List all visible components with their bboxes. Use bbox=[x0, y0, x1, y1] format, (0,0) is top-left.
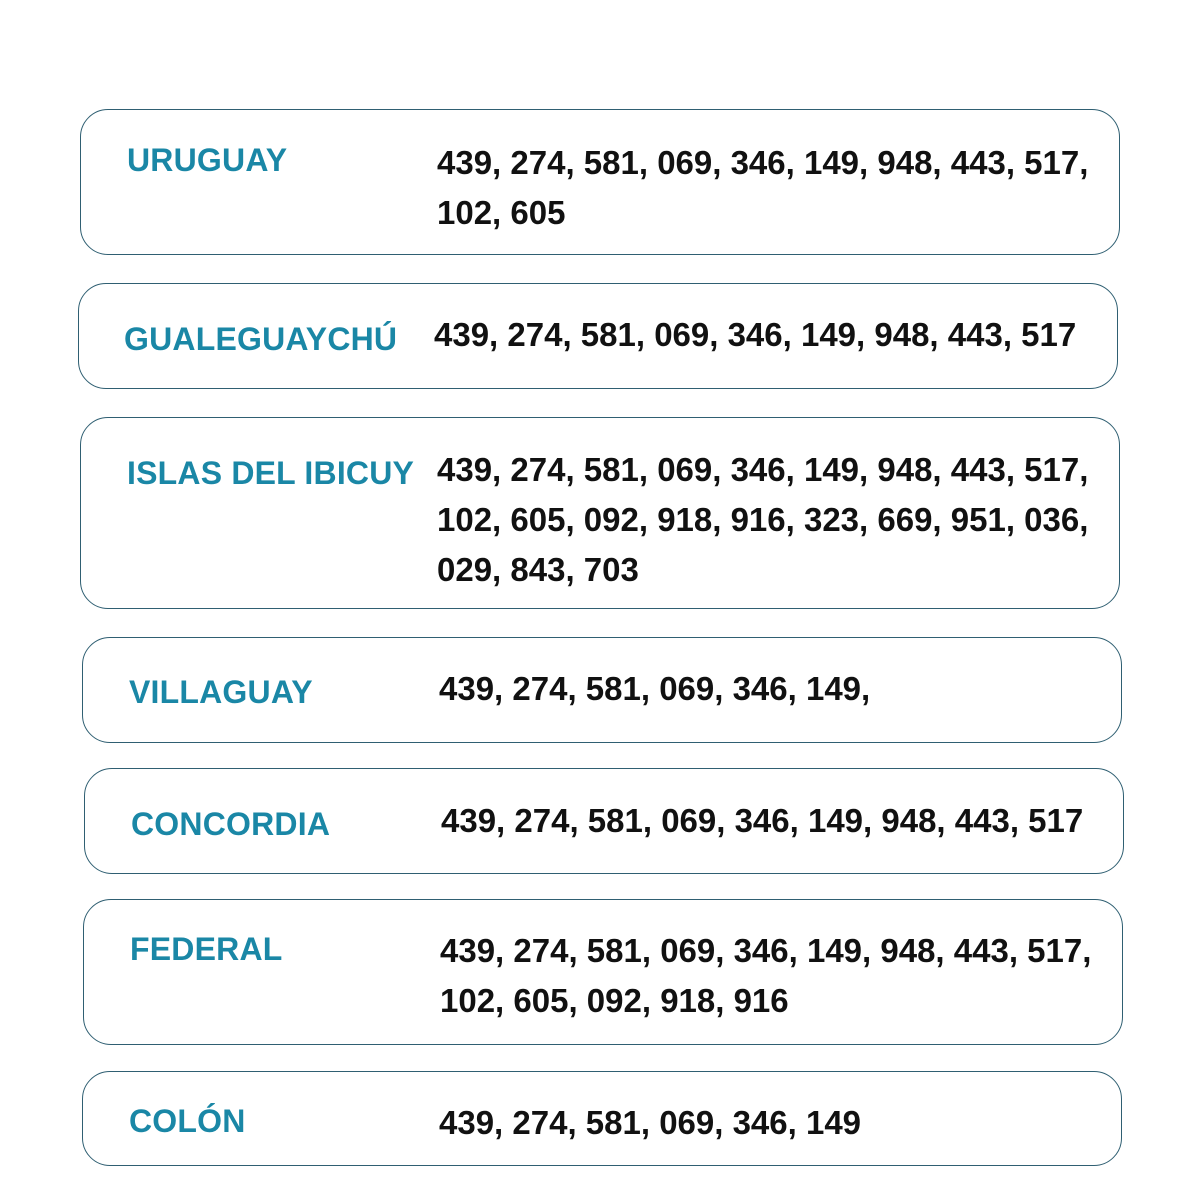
department-card-gualeguaychu bbox=[78, 283, 1118, 389]
department-card-islas-del-ibicuy bbox=[80, 417, 1120, 609]
department-card-concordia bbox=[84, 768, 1124, 874]
code-list: 439, 274, 581, 069, 346, 149, 948, 443, 517, 102, 605, 092, 918, 916, 323, 669, 951, 036, 029, 843, 703 bbox=[437, 451, 1089, 588]
department-name: COLÓN bbox=[129, 1103, 246, 1139]
department-name: ISLAS DEL IBICUY bbox=[127, 455, 415, 491]
code-list: 439, 274, 581, 069, 346, 149, bbox=[439, 670, 871, 707]
department-name: VILLAGUAY bbox=[129, 674, 313, 710]
department-name: CONCORDIA bbox=[131, 806, 331, 842]
department-name: URUGUAY bbox=[127, 142, 288, 178]
department-card-colon bbox=[82, 1071, 1122, 1166]
code-list: 439, 274, 581, 069, 346, 149 bbox=[439, 1104, 862, 1141]
department-card-uruguay bbox=[80, 109, 1120, 255]
department-name: GUALEGUAYCHÚ bbox=[124, 321, 398, 357]
code-list: 439, 274, 581, 069, 346, 149, 948, 443, 517 bbox=[434, 316, 1077, 353]
department-card-villaguay bbox=[82, 637, 1122, 743]
department-name: FEDERAL bbox=[130, 931, 283, 967]
code-list: 439, 274, 581, 069, 346, 149, 948, 443, 517, 102, 605, 092, 918, 916 bbox=[440, 932, 1092, 1019]
code-list: 439, 274, 581, 069, 346, 149, 948, 443, 517, 102, 605 bbox=[437, 144, 1089, 231]
department-card-federal bbox=[83, 899, 1123, 1045]
code-list: 439, 274, 581, 069, 346, 149, 948, 443, 517 bbox=[441, 802, 1084, 839]
